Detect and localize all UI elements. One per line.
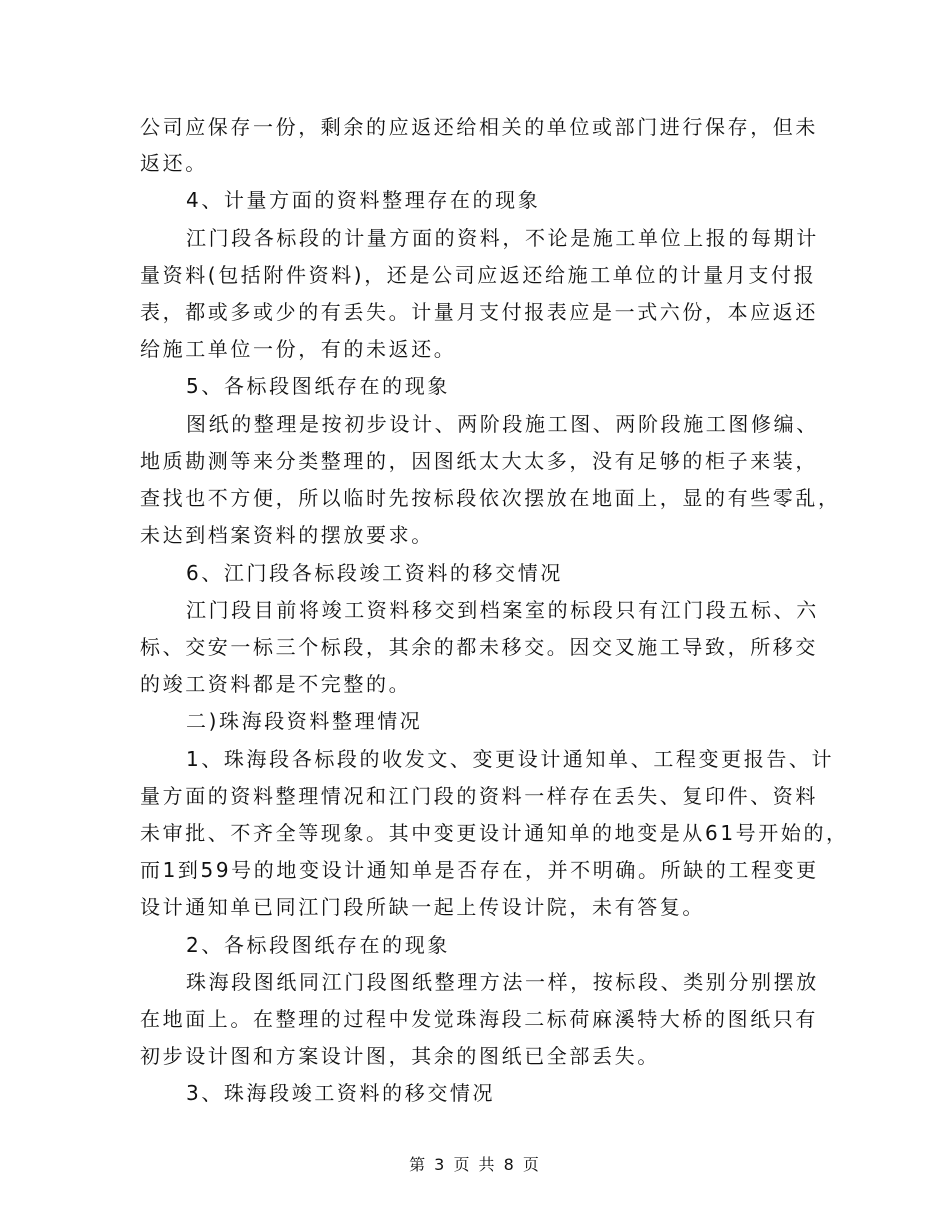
- text-line: 图纸的整理是按初步设计、两阶段施工图、两阶段施工图修编、: [186, 412, 819, 436]
- text-line: 返还。: [140, 151, 208, 175]
- text-line: 公司应保存一份，剩余的应返还给相关的单位或部门进行保存，但未: [140, 115, 818, 139]
- page-number-footer: 第 3 页 共 8 页: [409, 1155, 541, 1174]
- text-line: 1、珠海段各标段的收发文、变更设计通知单、工程变更报告、计: [186, 747, 835, 771]
- text-line: 江门段目前将竣工资料移交到档案室的标段只有江门段五标、六: [186, 598, 819, 622]
- text-line: 量资料(包括附件资料)，还是公司应返还给施工单位的计量月支付报: [140, 263, 817, 287]
- section-heading: 5、各标段图纸存在的现象: [186, 374, 450, 398]
- text-line: 给施工单位一份，有的未返还。: [140, 337, 457, 361]
- text-line: 而1到59号的地变设计通知单是否存在，并不明确。所缺的工程变更: [140, 858, 819, 882]
- text-line: 初步设计图和方案设计图，其余的图纸已全部丢失。: [140, 1044, 660, 1068]
- section-heading: 3、珠海段竣工资料的移交情况: [186, 1081, 496, 1105]
- text-line: 地质勘测等来分类整理的，因图纸太大太多，没有足够的柜子来装，: [140, 449, 818, 473]
- text-line: 设计通知单已同江门段所缺一起上传设计院，未有答复。: [140, 895, 705, 919]
- text-line: 查找也不方便，所以临时先按标段依次摆放在地面上，显的有些零乱，: [140, 486, 841, 510]
- text-line: 表，都或多或少的有丢失。计量月支付报表应是一式六份，本应返还: [140, 300, 818, 324]
- text-line: 未达到档案资料的摆放要求。: [140, 523, 434, 547]
- text-line: 量方面的资料整理情况和江门段的资料一样存在丢失、复印件、资料: [140, 784, 818, 808]
- section-heading: 二)珠海段资料整理情况: [186, 709, 423, 733]
- text-line: 珠海段图纸同江门段图纸整理方法一样，按标段、类别分别摆放: [186, 970, 819, 994]
- text-line: 在地面上。在整理的过程中发觉珠海段二标荷麻溪特大桥的图纸只有: [140, 1007, 818, 1031]
- text-line: 江门段各标段的计量方面的资料，不论是施工单位上报的每期计: [186, 226, 819, 250]
- text-line: 的竣工资料都是不完整的。: [140, 672, 412, 696]
- section-heading: 4、计量方面的资料整理存在的现象: [186, 188, 541, 212]
- text-line: 标、交安一标三个标段，其余的都未移交。因交叉施工导致，所移交: [140, 635, 818, 659]
- section-heading: 6、江门段各标段竣工资料的移交情况: [186, 561, 563, 585]
- section-heading: 2、各标段图纸存在的现象: [186, 933, 450, 957]
- text-line: 未审批、不齐全等现象。其中变更设计通知单的地变是从61号开始的，: [140, 821, 849, 845]
